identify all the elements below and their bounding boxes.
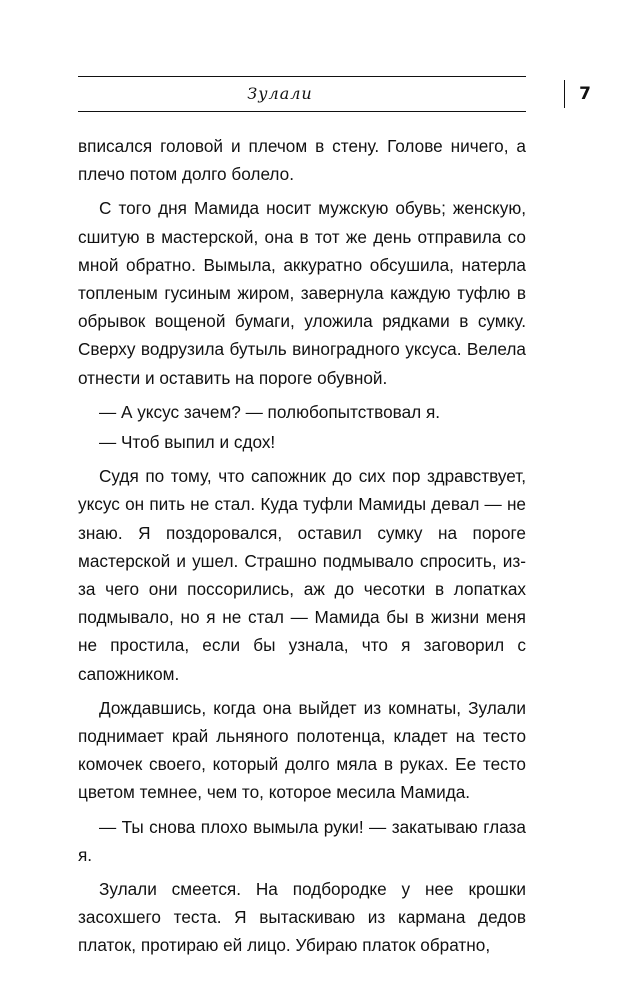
paragraph: вписался головой и плечом в стену. Голове ничего, а плечо потом долго болело. (78, 136, 526, 185)
running-title: Зулали (247, 84, 313, 103)
paragraph: Дождавшись, когда она выйдет из комнаты, Зулали поднимает край льняного полотенца, кладет на тесто комочек своего, который долго мяла в руках. Ее тесто цветом темнее, чем то, которое месила Мамида. (78, 697, 526, 803)
running-header (78, 76, 591, 112)
dialogue-line: — А уксус зачем? — полюбопытствовал я. (99, 401, 441, 422)
body-text (78, 132, 526, 966)
paragraph: Судя по тому, что сапожник до сих пор здравствует, уксус он пить не стал. Куда туфли Мамиды девал — не знаю. Я поздоровался, оставил сумку на пороге мастерской и ушел. Страшно подмывало спросить, из-за чего они поссорились, аж до чесотки в лопатках подмывало, но я не стал — Мамида бы в жизни меня не простила, если бы узнала, что я заговорил с сапожником. (78, 466, 526, 684)
dialogue-line: — Чтоб выпил и сдох! (99, 432, 276, 453)
dialogue-line: — Ты снова плохо вымыла руки! — закатываю глаза я. (78, 816, 526, 865)
page-number: 7 (579, 84, 591, 104)
paragraph: Зулали смеется. На подбородке у нее крошки засохшего теста. Я вытаскиваю из кармана дедов платок, протираю ей лицо. Убираю платок обратно, (78, 879, 526, 956)
paragraph: С того дня Мамида носит мужскую обувь; женскую, сшитую в мастерской, она в тот же день отправила со мной обратно. Вымыла, аккуратно обсушила, натерла топленым гусиным жиром, завернула каждую туфлю в обрывок вощеной бумаги, уложила рядками в сумку. Сверху водрузила бутыль виноградного уксуса. Велела отнести и оставить на пороге обувной. (78, 198, 526, 388)
header-divider (564, 80, 565, 108)
